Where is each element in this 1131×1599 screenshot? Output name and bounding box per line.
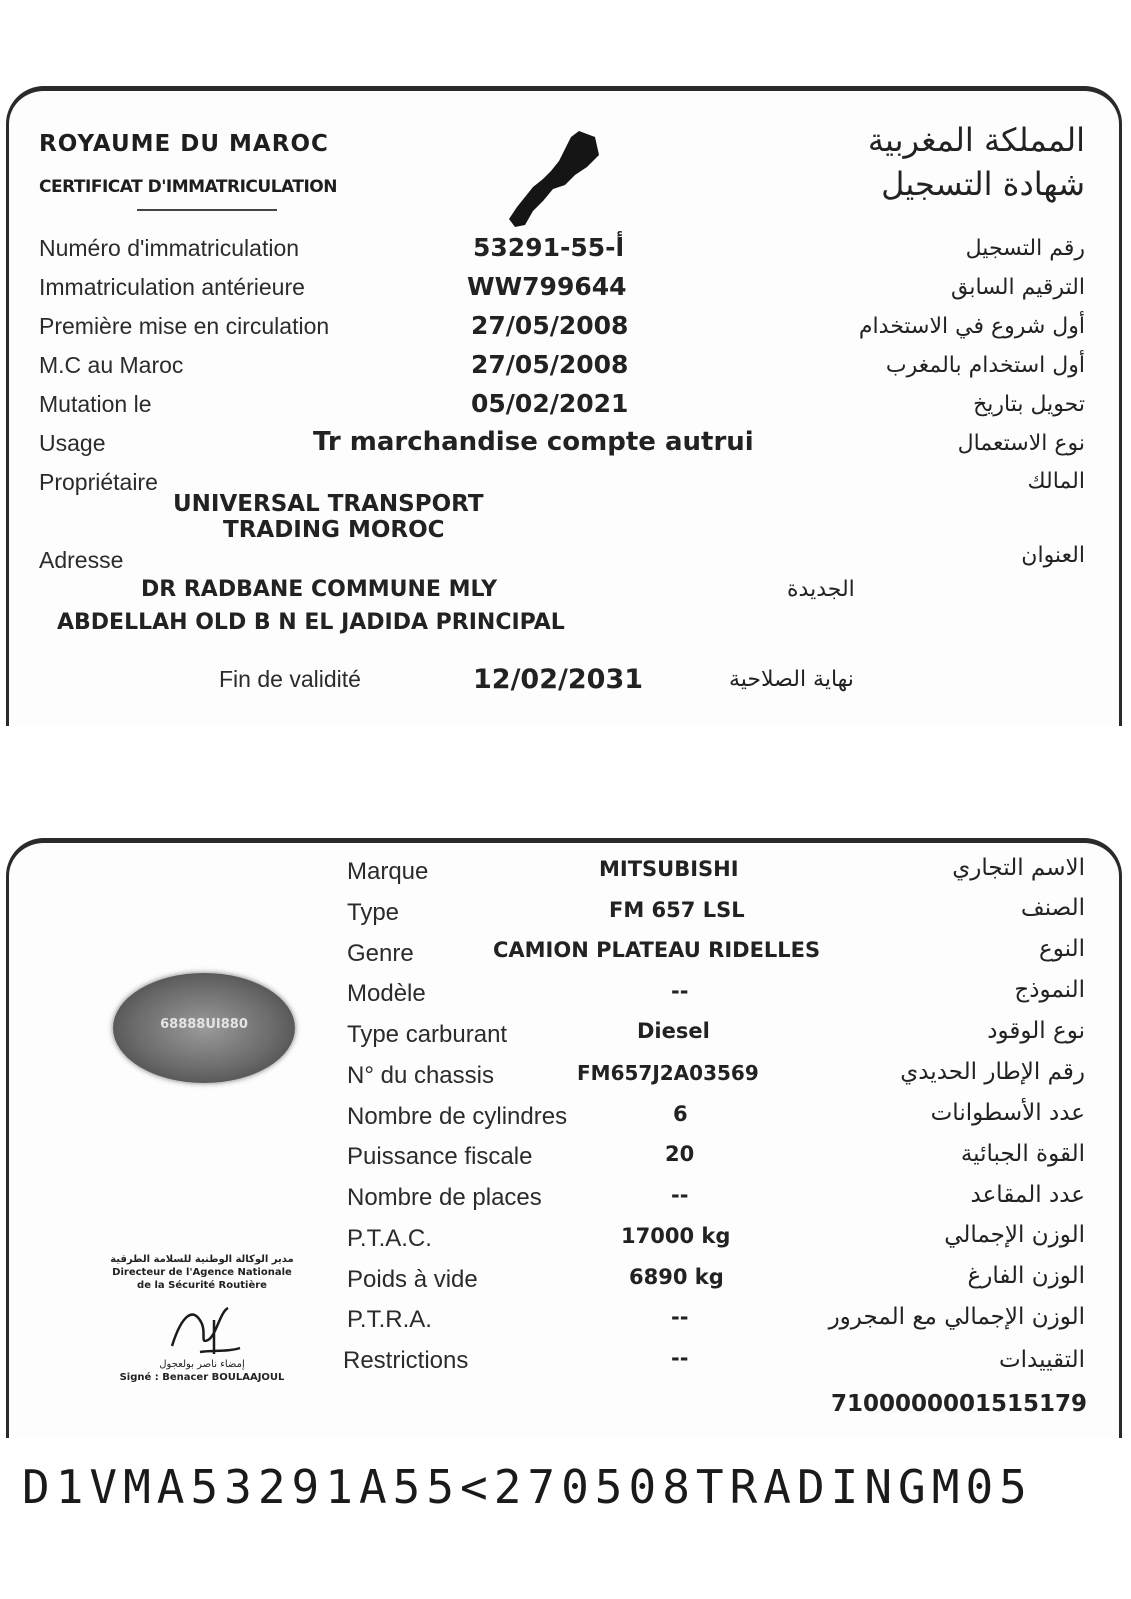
model-label-ar: النموذج [1014,977,1085,1003]
validity-date-value: 12/02/2031 [473,664,644,695]
owner-label-ar: المالك [1027,469,1085,494]
cylinders-label: Nombre de cylindres [347,1103,568,1130]
registration-card-back [6,838,1122,1438]
chassis-number-label-ar: رقم الإطار الحديدي [900,1059,1085,1085]
signatory-title-fr-2: de la Sécurité Routière [137,1280,267,1291]
model-value: -- [671,979,689,1003]
previous-registration-label: Immatriculation antérieure [39,274,305,300]
seats-label-ar: عدد المقاعد [970,1182,1085,1208]
seats-value: -- [671,1183,689,1207]
owner-name-line2: TRADING MOROC [223,517,445,543]
fiscal-power-value: 20 [665,1142,695,1166]
address-line2: ABDELLAH OLD B N EL JADIDA PRINCIPAL [57,610,565,635]
morocco-map-icon [495,127,607,231]
chassis-number-label: N° du chassis [347,1062,494,1089]
document-title-ar: شهادة التسجيل [881,165,1085,203]
morocco-circulation-label: M.C au Maroc [39,352,184,378]
machine-readable-zone: D1VMA53291A55<270508TRADINGM05 [22,1460,1033,1514]
stamp-text: 68888UI880 [160,1017,248,1032]
document-title-fr: CERTIFICAT D'IMMATRICULATION [39,177,337,197]
country-title-ar: المملكة المغربية [867,121,1085,159]
morocco-circulation-label-ar: أول استخدام بالمغرب [885,353,1085,378]
first-circulation-label: Première mise en circulation [39,313,330,339]
fuel-type-label-ar: نوع الوقود [987,1018,1085,1044]
type-value: FM 657 LSL [609,898,745,922]
genre-value: CAMION PLATEAU RIDELLES [493,938,821,962]
brand-label: Marque [347,858,429,885]
mutation-date-label: Mutation le [39,391,152,417]
gross-weight-label-ar: الوزن الإجمالي [944,1222,1085,1248]
mutation-date-value: 05/02/2021 [471,389,629,418]
address-line1: DR RADBANE COMMUNE MLY [141,577,497,602]
fiscal-power-label: Puissance fiscale [347,1143,533,1170]
validity-label: Fin de validité [219,666,361,692]
usage-label-ar: نوع الاستعمال [957,431,1085,456]
morocco-circulation-value: 27/05/2008 [471,350,629,379]
signatory-name-ar: إمضاء ناصر بولعجول [159,1359,245,1370]
genre-label-ar: النوع [1039,936,1085,962]
registration-card-front [6,86,1122,726]
serial-number: 7100000001515179 [830,1391,1087,1417]
official-stamp [113,973,295,1083]
registration-number-value: 53291-أ-55 [473,233,625,262]
registration-number-label-ar: رقم التسجيل [965,236,1085,261]
cylinders-label-ar: عدد الأسطوانات [930,1100,1085,1126]
title-underline [137,209,277,211]
brand-value: MITSUBISHI [599,857,739,881]
gross-weight-label: P.T.A.C. [347,1225,432,1252]
chassis-number-value: FM657J2A03569 [577,1061,759,1085]
combined-weight-label: P.T.R.A. [347,1306,432,1333]
usage-value: Tr marchandise compte autrui [313,427,754,457]
type-label: Type [347,899,400,926]
model-label: Modèle [347,980,426,1007]
type-label-ar: الصنف [1020,895,1085,921]
fuel-type-value: Diesel [637,1019,710,1043]
fuel-type-label: Type carburant [347,1021,508,1048]
gross-weight-value: 17000 kg [621,1224,731,1248]
owner-label: Propriétaire [39,469,158,495]
seats-label: Nombre de places [347,1184,542,1211]
restrictions-label: Restrictions [343,1347,469,1374]
cylinders-value: 6 [673,1102,688,1126]
genre-label: Genre [347,940,414,967]
address-city-ar: الجديدة [787,577,855,602]
fiscal-power-label-ar: القوة الجبائية [960,1141,1085,1167]
empty-weight-label-ar: الوزن الفارغ [967,1263,1085,1289]
previous-registration-value: WW799644 [467,272,627,301]
country-title-fr: ROYAUME DU MAROC [39,131,329,157]
brand-label-ar: الاسم التجاري [952,855,1085,881]
combined-weight-label-ar: الوزن الإجمالي مع المجرور [828,1304,1085,1330]
signature-block [97,1253,307,1384]
signatory-title-fr-1: Directeur de l'Agence Nationale [112,1267,292,1278]
address-label: Adresse [39,547,124,573]
usage-label: Usage [39,430,106,456]
signatory-name-fr: Signé : Benacer BOULAAJOUL [119,1372,285,1383]
registration-number-label: Numéro d'immatriculation [39,235,300,261]
validity-label-ar: نهاية الصلاحية [729,667,854,692]
signatory-title-ar: مدير الوكالة الوطنية للسلامة الطرقية [110,1254,294,1265]
restrictions-value: -- [671,1346,689,1370]
address-label-ar: العنوان [1021,543,1085,568]
combined-weight-value: -- [671,1305,689,1329]
restrictions-label-ar: التقييدات [999,1347,1085,1373]
mutation-date-label-ar: تحويل بتاريخ [973,392,1085,417]
signature-mark [142,1294,262,1358]
empty-weight-value: 6890 kg [629,1265,724,1289]
owner-name-line1: UNIVERSAL TRANSPORT [173,491,484,517]
first-circulation-value: 27/05/2008 [471,311,629,340]
first-circulation-label-ar: أول شروع في الاستخدام [858,314,1085,339]
empty-weight-label: Poids à vide [347,1266,478,1293]
previous-registration-label-ar: الترقيم السابق [951,275,1085,300]
